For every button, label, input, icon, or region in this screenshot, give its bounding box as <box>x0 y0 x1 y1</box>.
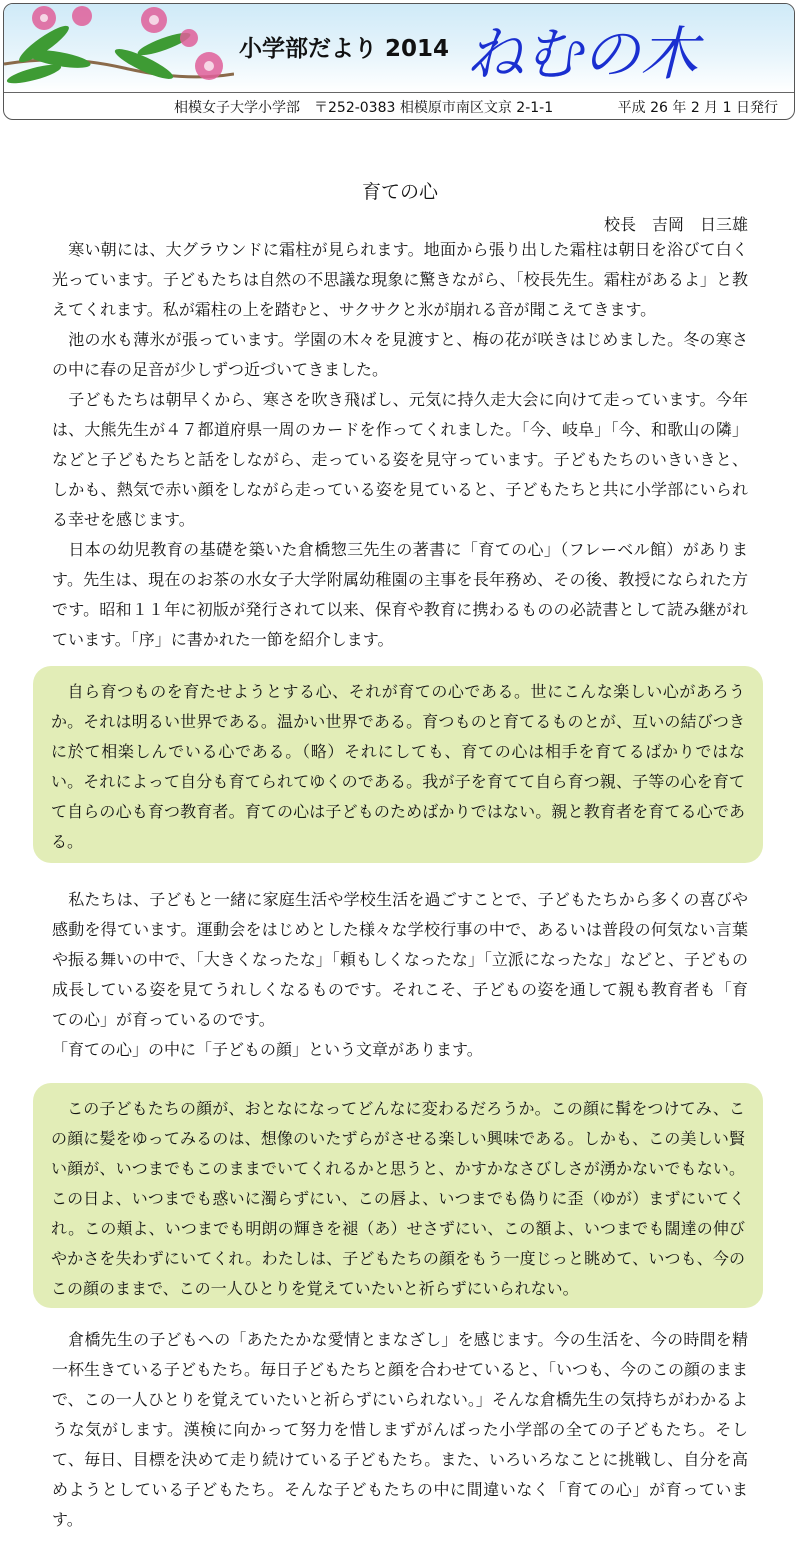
quote-block-1 <box>33 666 763 863</box>
newsletter-series-title: 小学部だより 2014 <box>239 36 450 62</box>
issue-date: 平成 26 年 2 月 1 日発行 <box>617 100 778 116</box>
issuer-address: 相模女子大学小学部 〒252-0383 相模原市南区文京 2-1-1 <box>174 100 554 116</box>
paragraph-4: 日本の幼児教育の基礎を築いた倉橋惣三先生の著書に「育ての心」（フレーベル館）があります。先生は、現在のお茶の水女子大学附属幼稚園の主事を長年務め、その後、教授になられた方です。昭和１１年に初版が発行されて以来、保育や教育に携わるものの必読書として読み継がれています。「序」に書かれた一節を紹介します。 <box>52 540 748 649</box>
silk-tree-decoration <box>4 4 234 90</box>
paragraph-3: 子どもたちは朝早くから、寒さを吹き飛ばし、元気に持久走大会に向けて走っています。今年は、大熊先生が４７都道府県一周のカードを作ってくれました。「今、岐阜」「今、和歌山の隣」などと子どもたちと話をしながら、走っている姿を見守っています。子どもたちのいきいきと、しかも、熱気で赤い顔をしながら走っている姿を見ていると、子どもたちと共に小学部にいられる幸せを感じます。 <box>52 390 748 529</box>
article-title: 育ての心 <box>361 181 438 203</box>
quote-1-text: 自ら育つものを育たせようとする心、それが育ての心である。世にこんな楽しい心があろうか。それは明るい世界である。温かい世界である。育つものと育てるものとが、互いの結びつきに於て相楽しんでいる心である。（略）それにしても、育ての心は相手を育てるばかりではない。それによって自分も育てられてゆくのである。我が子を育てて自ら育つ親、子等の心を育てて自らの心も育つ教育者。育ての心は子どものためばかりではない。親と教育者を育てる心である。 <box>51 682 745 851</box>
paragraph-6: 「育ての心」の中に「子どもの顔」という文章があります。 <box>52 1040 483 1059</box>
newsletter-header <box>3 3 795 120</box>
quote-block-2 <box>33 1083 763 1308</box>
paragraph-1: 寒い朝には、大グラウンドに霜柱が見られます。地面から張り出した霜柱は朝日を浴びて白く光っています。子どもたちは自然の不思議な現象に驚きながら、「校長先生。霜柱があるよ」と教えてくれます。私が霜柱の上を踏むと、サクサクと氷が崩れる音が聞こえてきます。 <box>52 240 748 319</box>
quote-2-text: この子どもたちの顔が、おとなになってどんなに変わるだろうか。この顔に髯をつけてみ、この顔に髪をゆってみるのは、想像のいたずらがさせる楽しい興味である。しかも、この美しい賢い顔が、いつまでもこのままでいてくれるかと思うと、かすかなさびしさが湧かないでもない。この日よ、いつまでも惑いに濁らずにい、この唇よ、いつまでも偽りに歪（ゆが）まずにいてくれ。この頬よ、いつまでも明朗の輝きを褪（あ）せさずにい、この額よ、いつまでも闊達の伸びやかさを失わずにいてくれ。わたしは、子どもたちの顔をもう一度じっと眺めて、いつも、今のこの顔のままで、この一人ひとりを覚えていたいと祈らずにいられない。 <box>51 1099 745 1298</box>
header-divider <box>4 92 794 93</box>
paragraph-2: 池の水も薄氷が張っています。学園の木々を見渡すと、梅の花が咲きはじめました。冬の寒さの中に春の足音が少しずつ近づいてきました。 <box>52 330 748 379</box>
article-author: 校長 吉岡 日三雄 <box>603 215 748 234</box>
paragraph-5: 私たちは、子どもと一緒に家庭生活や学校生活を過ごすことで、子どもたちから多くの喜びや感動を得ています。運動会をはじめとした様々な学校行事の中で、あるいは普段の何気ない言葉や振る舞いの中で、「大きくなったな」「頼もしくなったな」「立派になったな」などと、子どもの成長している姿を見てうれしくなるものです。それこそ、子どもの姿を通して親も教育者も「育ての心」が育っているのです。 <box>52 890 748 1029</box>
paragraph-7: 倉橋先生の子どもへの「あたたかな愛情とまなざし」を感じます。今の生活を、今の時間を精一杯生きている子どもたち。毎日子どもたちと顔を合わせていると、「いつも、今のこの顔のままで、この一人ひとりを覚えていたいと祈らずにいられない。」そんな倉橋先生の気持ちがわかるような気がします。漢検に向かって努力を惜しまずがんばった小学部の全ての子どもたち。そして、毎日、目標を決めて走り続けている子どもたち。また、いろいろなことに挑戦し、自分を高めようとしている子どもたち。そんな子どもたちの中に間違いなく「育ての心」が育っています。 <box>52 1330 749 1529</box>
nemunoki-logo <box>466 12 706 92</box>
svg-text:ねむの木: ねむの木 <box>466 20 699 88</box>
